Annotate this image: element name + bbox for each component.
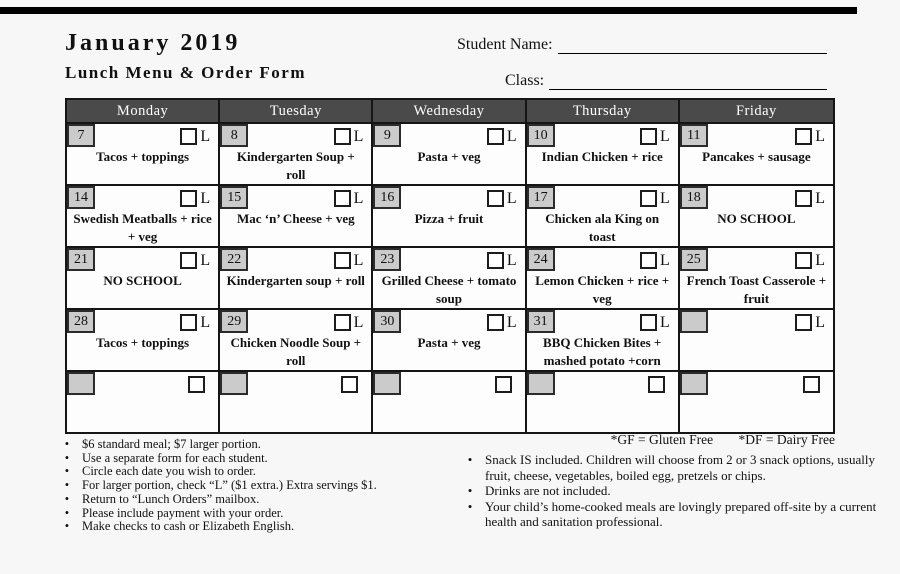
larger-portion-label: L [815,189,825,207]
larger-portion-checkbox[interactable] [495,376,512,393]
larger-portion-control [334,252,364,269]
larger-portion-control [640,314,670,331]
menu-item-text: NO SCHOOL [103,273,182,288]
note-text: $6 standard meal; $7 larger portion. [82,437,261,451]
menu-item-text: Grilled Cheese + tomato soup [381,273,517,307]
larger-portion-checkbox[interactable] [803,376,820,393]
date-box[interactable]: 30 [373,310,401,333]
day-header-tuesday: Tuesday [220,100,373,122]
menu-cell [220,370,373,432]
larger-portion-control [495,376,517,393]
gluten-free-legend: *GF = Gluten Free [610,432,714,447]
larger-portion-control [640,128,670,145]
page-title: January 2019 [65,30,241,56]
larger-portion-label: L [660,313,670,331]
week-row-3 [67,246,833,308]
larger-portion-checkbox[interactable] [648,376,665,393]
larger-portion-control [648,376,670,393]
date-box[interactable]: 8 [220,124,248,147]
menu-cell [527,370,680,432]
day-header-friday: Friday [680,100,833,122]
larger-portion-checkbox[interactable] [188,376,205,393]
note-text: Drinks are not included. [485,483,611,498]
larger-portion-control [487,190,517,207]
larger-portion-label: L [506,127,517,145]
menu-item-text: Lemon Chicken + rice + veg [535,273,670,307]
ordering-instructions-list [52,438,452,534]
note-text: Your child’s home-cooked meals are lovingly prepared off-site by a current health and sanitation professional. [485,498,877,529]
note-item [52,438,452,452]
menu-item-text: Swedish Meatballs + rice + veg [73,211,212,245]
larger-portion-label: L [200,251,211,269]
larger-portion-label: L [815,251,825,269]
menu-cell [527,122,680,184]
larger-portion-checkbox[interactable] [795,314,812,331]
meal-info-list [455,452,887,530]
larger-portion-control [487,252,517,269]
menu-item-text: Indian Chicken + rice [541,149,663,164]
larger-portion-control [795,314,825,331]
student-name-label: Student Name: [457,36,553,53]
larger-portion-checkbox[interactable] [640,128,657,145]
top-border-bar [0,7,857,14]
larger-portion-control [180,314,210,331]
larger-portion-checkbox[interactable] [640,314,657,331]
larger-portion-checkbox[interactable] [334,252,351,269]
larger-portion-control [180,252,210,269]
larger-portion-label: L [506,189,517,207]
menu-cell [67,246,220,308]
larger-portion-control [640,252,670,269]
menu-cell [220,308,373,370]
menu-item-text: Pasta + veg [417,335,481,350]
dairy-free-legend: *DF = Dairy Free [738,432,835,447]
menu-item-text: Pancakes + sausage [702,149,811,164]
larger-portion-checkbox[interactable] [487,314,504,331]
larger-portion-control [341,376,363,393]
larger-portion-control [795,252,825,269]
larger-portion-control [795,128,825,145]
larger-portion-checkbox[interactable] [334,128,351,145]
date-box[interactable] [220,372,248,395]
note-item [52,493,452,507]
note-item [52,465,452,479]
larger-portion-checkbox[interactable] [334,190,351,207]
menu-cell [373,122,526,184]
date-box[interactable] [373,372,401,395]
menu-item-text: Chicken ala King on toast [545,211,660,245]
menu-cell [220,246,373,308]
larger-portion-control [487,314,517,331]
bullet-icon: • [64,478,70,493]
date-box[interactable]: 29 [220,310,248,333]
bullet-icon: • [64,519,70,534]
date-box[interactable] [527,372,555,395]
note-item [455,499,887,530]
bullet-icon: • [467,498,473,514]
larger-portion-checkbox[interactable] [487,252,504,269]
date-box[interactable]: 23 [373,248,401,271]
larger-portion-label: L [353,189,364,207]
larger-portion-control [334,128,364,145]
note-item [52,479,452,493]
note-text: Make checks to cash or Elizabeth English. [82,519,295,534]
note-item [455,483,887,499]
menu-cell [680,246,833,308]
larger-portion-checkbox[interactable] [180,252,197,269]
class-label: Class: [505,72,545,89]
larger-portion-checkbox[interactable] [795,128,812,145]
larger-portion-control [334,190,364,207]
class-row [505,70,827,90]
larger-portion-checkbox[interactable] [795,190,812,207]
page-subtitle: Lunch Menu & Order Form [65,63,307,82]
bullet-icon: • [64,437,70,451]
date-box[interactable]: 25 [680,248,708,271]
note-text: Use a separate form for each student. [82,450,268,465]
menu-item-text: Mac ‘n’ Cheese + veg [236,211,355,226]
bullet-icon: • [64,464,70,479]
larger-portion-checkbox[interactable] [180,190,197,207]
class-input-line[interactable] [549,70,827,90]
larger-portion-control [334,314,364,331]
menu-cell [680,370,833,432]
date-box[interactable]: 21 [67,248,95,271]
date-box[interactable] [67,372,95,395]
week-row-4 [67,308,833,370]
menu-cell [373,246,526,308]
larger-portion-checkbox[interactable] [180,128,197,145]
larger-portion-label: L [815,127,825,145]
menu-cell [680,122,833,184]
larger-portion-label: L [660,251,670,269]
menu-cell [680,184,833,246]
date-box[interactable] [680,372,708,395]
date-box[interactable] [680,310,708,333]
menu-cell [67,184,220,246]
larger-portion-checkbox[interactable] [487,128,504,145]
larger-portion-control [487,128,517,145]
week-row-1 [67,122,833,184]
menu-cell [373,184,526,246]
date-box[interactable]: 7 [67,124,95,147]
date-box[interactable]: 10 [527,124,555,147]
larger-portion-checkbox[interactable] [487,190,504,207]
larger-portion-label: L [353,251,364,269]
larger-portion-control [180,190,210,207]
day-header-monday: Monday [67,100,220,122]
larger-portion-label: L [353,313,364,331]
date-box[interactable]: 18 [680,186,708,209]
date-box[interactable]: 17 [527,186,555,209]
larger-portion-label: L [506,251,517,269]
note-text: For larger portion, check “L” ($1 extra.) Extra servings $1. [82,478,377,493]
date-box[interactable]: 14 [67,186,95,209]
date-box[interactable]: 28 [67,310,95,333]
larger-portion-control [640,190,670,207]
menu-cell [220,122,373,184]
larger-portion-checkbox[interactable] [795,252,812,269]
student-name-input-line[interactable] [558,34,827,54]
note-text: Please include payment with your order. [82,505,284,520]
larger-portion-label: L [200,127,211,145]
larger-portion-control [188,376,210,393]
larger-portion-control [795,190,825,207]
larger-portion-label: L [660,189,670,207]
menu-item-text: Pizza + fruit [414,211,484,226]
menu-item-text: Kindergarten Soup + roll [236,149,355,183]
note-item [52,507,452,521]
day-header-row [67,100,833,122]
menu-cell [67,122,220,184]
bullet-icon: • [64,505,70,520]
larger-portion-label: L [506,313,517,331]
student-name-row [457,34,827,54]
bullet-icon: • [64,491,70,506]
menu-item-text: French Toast Casserole + fruit [686,273,827,307]
menu-item-text: BBQ Chicken Bites + mashed potato +corn [543,335,662,369]
bullet-icon: • [64,450,70,465]
larger-portion-control [803,376,825,393]
menu-item-text: Pasta + veg [417,149,481,164]
larger-portion-checkbox[interactable] [180,314,197,331]
menu-cell [67,370,220,432]
note-item [52,520,452,534]
date-box[interactable]: 22 [220,248,248,271]
date-box[interactable]: 9 [373,124,401,147]
week-row-2 [67,184,833,246]
menu-cell [373,370,526,432]
larger-portion-checkbox[interactable] [640,252,657,269]
larger-portion-label: L [815,313,825,331]
larger-portion-checkbox[interactable] [334,314,351,331]
date-box[interactable]: 24 [527,248,555,271]
larger-portion-label: L [353,127,364,145]
menu-item-text: Tacos + toppings [96,149,190,164]
larger-portion-label: L [200,189,211,207]
larger-portion-label: L [660,127,670,145]
note-text: Circle each date you wish to order. [82,464,256,479]
note-item [52,452,452,466]
larger-portion-checkbox[interactable] [640,190,657,207]
week-row-5 [67,370,833,432]
menu-cell [527,184,680,246]
lunch-calendar-table [65,98,835,434]
note-text: Snack IS included. Children will choose from 2 or 3 snack options, usually fruit, cheese, vegetables, boiled egg, pretzels or chips. [485,452,875,483]
menu-cell [680,308,833,370]
calendar-body [67,122,833,432]
note-text: Return to “Lunch Orders” mailbox. [82,491,260,506]
bullet-icon: • [467,483,473,498]
menu-item-text: Kindergarten soup + roll [226,273,365,288]
day-header-thursday: Thursday [527,100,680,122]
bullet-icon: • [467,452,473,467]
date-box[interactable]: 15 [220,186,248,209]
day-header-wednesday: Wednesday [373,100,526,122]
menu-cell [67,308,220,370]
menu-cell [527,246,680,308]
date-box[interactable]: 16 [373,186,401,209]
larger-portion-label: L [200,313,211,331]
menu-item-text: Tacos + toppings [96,335,190,350]
menu-cell [373,308,526,370]
date-box[interactable]: 31 [527,310,555,333]
note-item [455,452,887,483]
larger-portion-control [180,128,210,145]
larger-portion-checkbox[interactable] [341,376,358,393]
menu-cell [527,308,680,370]
date-box[interactable]: 11 [680,124,708,147]
menu-cell [220,184,373,246]
menu-item-text: Chicken Noodle Soup + roll [230,335,362,369]
menu-item-text: NO SCHOOL [717,211,796,226]
